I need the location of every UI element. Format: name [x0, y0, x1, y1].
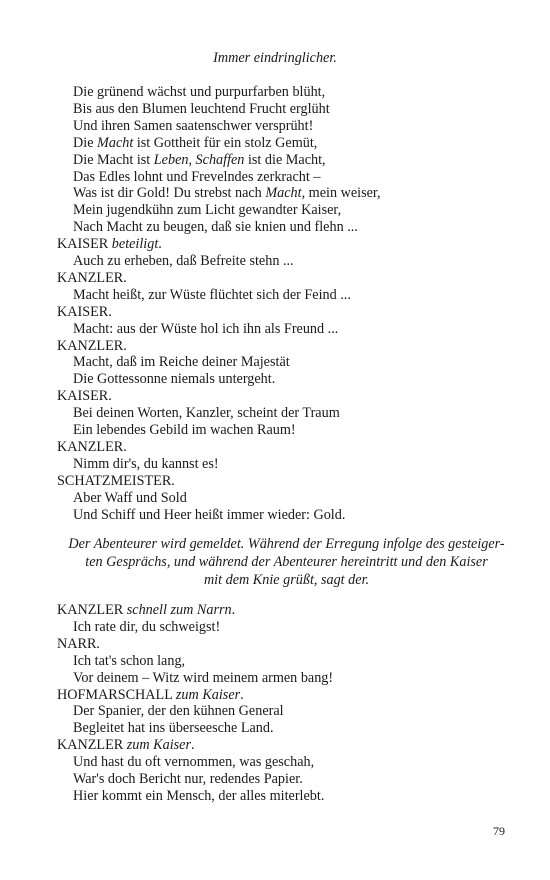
text-run: Die — [73, 134, 98, 151]
italic-text: beteiligt — [111, 236, 159, 253]
text-run: . — [240, 686, 244, 703]
text-run: ist Gottheit für ein stolz Gemüt, — [133, 134, 318, 151]
verse-line — [73, 619, 220, 636]
stage-direction-line: Der Abenteurer wird gemeldet. Während der Erregung infolge des gesteiger- — [68, 536, 505, 552]
speaker-line — [57, 236, 162, 253]
text-run: Was ist dir Gold! Du strebst nach — [73, 185, 266, 202]
verse-line — [73, 507, 345, 524]
speaker-line — [57, 687, 244, 704]
text-run: Vor deinem – Witz wird meinem armen bang! — [73, 669, 334, 686]
text-run: . — [231, 602, 236, 618]
verse-line — [73, 118, 313, 135]
text-run: KAISER — [57, 236, 112, 253]
stage-direction-line: mit dem Knie grüßt, sagt der. — [203, 572, 370, 588]
speaker-line — [57, 636, 100, 653]
text-run: KANZLER. — [57, 438, 127, 455]
text-run: Ich rate dir, du schweigst! — [73, 618, 221, 635]
text-run: . — [191, 737, 195, 754]
text-run: Und hast du oft vernommen, was geschah, — [73, 754, 315, 771]
text-run: Ein lebendes Gebild im wachen Raum! — [73, 422, 296, 438]
text-run: Mein jugendkühn zum Licht gewandter Kaiser, — [73, 202, 342, 219]
verse-line — [73, 490, 187, 507]
stage-direction-line: ten Gesprächs, und während der Abenteurer hereintritt und den Kaiser — [85, 554, 488, 570]
text-run: Bis aus den Blumen leuchtend Frucht erglüht — [73, 100, 330, 117]
text-run: Das Edles lohnt und Frevelndes zerkracht – — [73, 168, 321, 185]
speaker-line — [57, 388, 112, 405]
verse-line — [73, 202, 341, 219]
italic-text: Macht — [265, 185, 302, 202]
text-run: Begleitet hat ins überseesche Land. — [73, 720, 274, 737]
text-run: KANZLER. — [57, 269, 127, 286]
verse-line — [73, 152, 326, 169]
speaker-line — [57, 304, 112, 321]
text-run: KAISER. — [57, 388, 112, 405]
speaker-line — [57, 270, 127, 287]
text-run: KANZLER — [57, 737, 127, 754]
text-run: Nimm dir's, du kannst es! — [73, 455, 219, 472]
text-run: SCHATZMEISTER. — [57, 472, 175, 489]
speaker-line — [57, 473, 175, 490]
text-run: Die grünend wächst und purpurfarben blüht, — [73, 84, 326, 100]
verse-line — [73, 771, 303, 788]
text-run: Hier kommt ein Mensch, der alles miterlebt. — [73, 787, 325, 804]
verse-line — [73, 84, 325, 101]
text-run: NARR. — [57, 635, 100, 652]
text-run: KANZLER — [57, 602, 127, 618]
text-run: Auch zu erheben, daß Befreite stehn ... — [73, 253, 294, 269]
verse-line — [73, 135, 317, 152]
verse-line — [73, 670, 333, 687]
text-run: Der Spanier, der den kühnen General — [73, 703, 284, 720]
stage-heading: Immer eindringlicher. — [213, 50, 337, 66]
text-run: KANZLER. — [57, 337, 127, 354]
text-run: Macht, daß im Reiche deiner Majestät — [73, 354, 290, 371]
text-run: Macht heißt, zur Wüste flüchtet sich der Feind ... — [73, 286, 351, 303]
speaker-line — [57, 737, 195, 754]
text-run: Die Macht ist — [73, 151, 154, 168]
page-number: 79 — [493, 824, 505, 838]
text-run: . — [158, 236, 162, 253]
speaker-line — [57, 439, 127, 456]
verse-line — [73, 253, 294, 270]
text-run: Ich tat's schon lang, — [73, 652, 186, 669]
verse-line — [73, 101, 330, 118]
text-run: Die Gottessonne niemals untergeht. — [73, 371, 276, 388]
verse-line — [73, 287, 351, 304]
text-run: Aber Waff und Sold — [73, 489, 187, 506]
verse-line — [73, 371, 275, 388]
text-run: HOFMARSCHALL — [57, 686, 176, 703]
text-run: Und ihren Samen saatenschwer versprüht! — [73, 117, 314, 134]
verse-line — [73, 720, 274, 737]
text-run: ist die Macht, — [244, 151, 326, 168]
italic-text: zum Kaiser — [126, 737, 191, 754]
text-run: War's doch Bericht nur, redendes Papier. — [73, 771, 303, 787]
italic-text: schnell zum Narrn — [126, 602, 232, 618]
verse-line — [73, 354, 290, 371]
text-run: KAISER. — [57, 303, 112, 320]
verse-line — [73, 185, 381, 202]
verse-line — [73, 754, 314, 771]
text-run: Und Schiff und Heer heißt immer wieder: Gold. — [73, 506, 346, 523]
verse-line — [73, 321, 338, 338]
speaker-line — [57, 602, 235, 619]
text-run: Nach Macht zu beugen, daß sie knien und flehn ... — [73, 219, 358, 236]
italic-text: Leben, Schaffen — [153, 151, 245, 168]
text-run: , mein weiser, — [301, 185, 381, 202]
verse-line — [73, 788, 324, 805]
verse-line — [73, 703, 284, 720]
speaker-line — [57, 338, 127, 355]
text-run: Bei deinen Worten, Kanzler, scheint der Traum — [73, 405, 340, 422]
verse-line — [73, 405, 340, 422]
text-run: Macht: aus der Wüste hol ich ihn als Freund ... — [73, 320, 339, 337]
verse-line — [73, 456, 219, 473]
verse-line — [73, 219, 358, 236]
verse-line — [73, 653, 185, 670]
italic-text: Macht — [97, 134, 134, 151]
verse-line — [73, 422, 296, 439]
italic-text: zum Kaiser — [175, 686, 241, 703]
verse-line — [73, 169, 320, 186]
